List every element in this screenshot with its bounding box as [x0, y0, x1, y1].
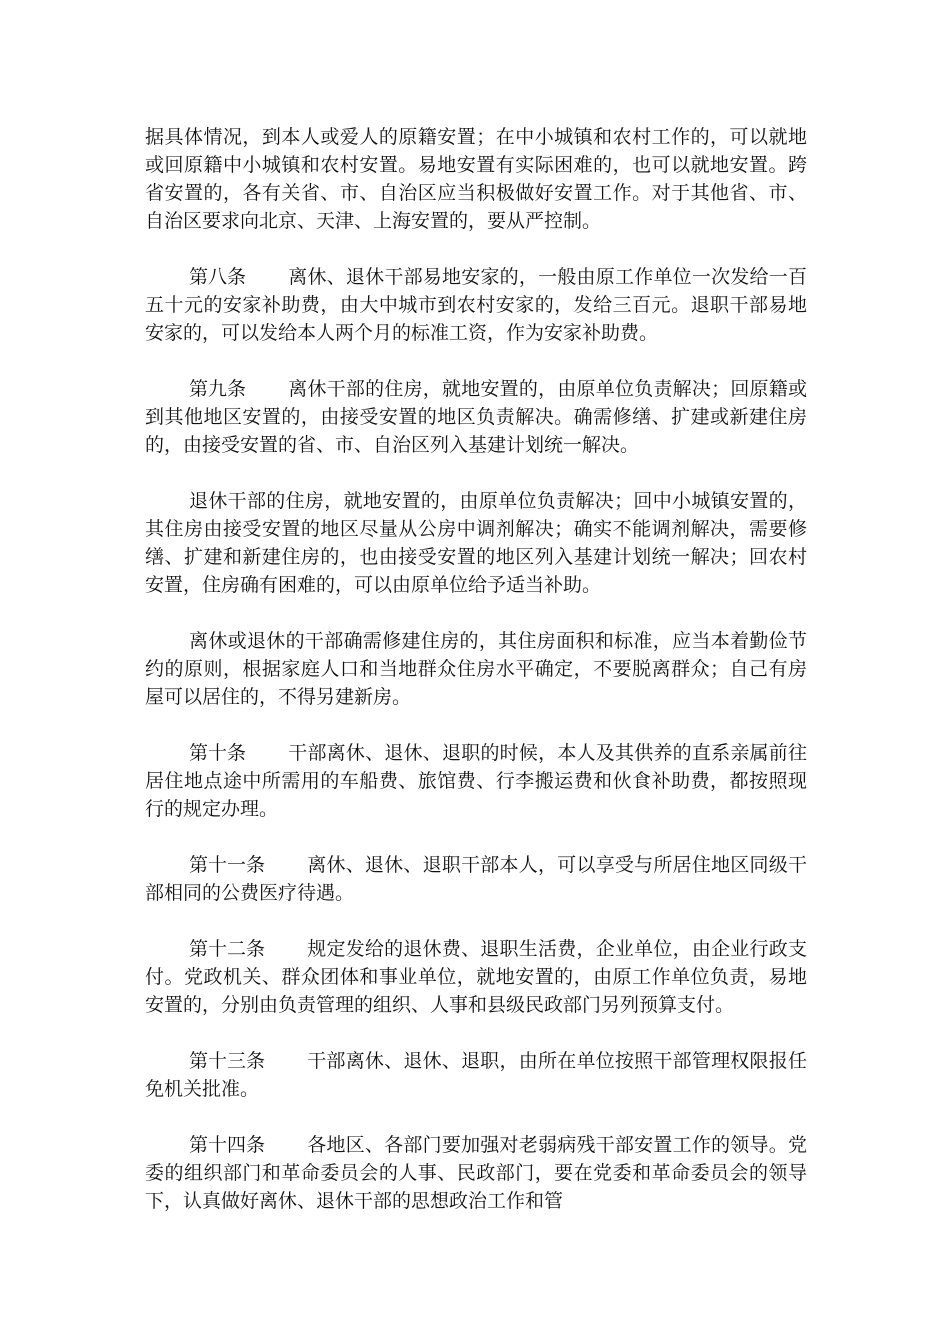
paragraph-text: 干部离休、退休、退职，由所在单位按照干部管理权限报任免机关批准。: [145, 1050, 807, 1100]
paragraph-text: 据具体情况，到本人或爱人的原籍安置；在中小城镇和农村工作的，可以就地或回原籍中小城镇和农村安置。易地安置有实际困难的，也可以就地安置。跨省安置的，各有关省、市、自治区应当积极做好安置工作。对于其他省、市、自治区要求向北京、天津、上海安置的，要从严控制。: [145, 126, 807, 232]
paragraph-text: 各地区、各部门要加强对老弱病残干部安置工作的领导。党委的组织部门和革命委员会的人事、民政部门，要在党委和革命委员会的领导下，认真做好离休、退休干部的思想政治工作和管: [145, 1134, 807, 1212]
article-9: [145, 375, 807, 459]
paragraph-text: 规定发给的退休费、退职生活费，企业单位，由企业行政支付。党政机关、群众团体和事业单位，就地安置的，由原工作单位负责，易地安置的，分别由负责管理的组织、人事和县级民政部门另列预算支付。: [145, 938, 807, 1016]
article-11: [145, 851, 807, 907]
article-14: [145, 1131, 807, 1215]
article-number: 第十四条: [189, 1134, 266, 1156]
article-12: [145, 935, 807, 1019]
article-9-retired-housing: [145, 487, 807, 599]
article-8: [145, 263, 807, 347]
article-9-housing-standard: [145, 627, 807, 711]
article-number: 第九条: [189, 378, 247, 400]
article-10: [145, 739, 807, 823]
paragraph-text: 离休干部的住房，就地安置的，由原单位负责解决；回原籍或到其他地区安置的，由接受安置的地区负责解决。确需修缮、扩建或新建住房的，由接受安置的省、市、自治区列入基建计划统一解决。: [145, 378, 807, 456]
paragraph-continued: [145, 123, 807, 235]
paragraph-text: 退休干部的住房，就地安置的，由原单位负责解决；回中小城镇安置的，其住房由接受安置的地区尽量从公房中调剂解决；确实不能调剂解决，需要修缮、扩建和新建住房的，也由接受安置的地区列入基建计划统一解决；回农村安置，住房确有困难的，可以由原单位给予适当补助。: [145, 490, 807, 596]
paragraph-text: 干部离休、退休、退职的时候，本人及其供养的直系亲属前往居住地点途中所需用的车船费、旅馆费、行李搬运费和伙食补助费，都按照现行的规定办理。: [145, 742, 807, 820]
paragraph-text: 离休、退休、退职干部本人，可以享受与所居住地区同级干部相同的公费医疗待遇。: [145, 854, 807, 904]
article-number: 第十条: [189, 742, 247, 764]
document-body: [145, 123, 807, 1243]
paragraph-text: 离休或退休的干部确需修建住房的，其住房面积和标准，应当本着勤俭节约的原则，根据家庭人口和当地群众住房水平确定，不要脱离群众；自己有房屋可以居住的，不得另建新房。: [145, 630, 807, 708]
article-number: 第十一条: [189, 854, 266, 876]
article-number: 第八条: [189, 266, 247, 288]
article-number: 第十三条: [189, 1050, 266, 1072]
article-13: [145, 1047, 807, 1103]
article-number: 第十二条: [189, 938, 266, 960]
paragraph-text: 离休、退休干部易地安家的，一般由原工作单位一次发给一百五十元的安家补助费，由大中城市到农村安家的，发给三百元。退职干部易地安家的，可以发给本人两个月的标准工资，作为安家补助费。: [145, 266, 807, 344]
